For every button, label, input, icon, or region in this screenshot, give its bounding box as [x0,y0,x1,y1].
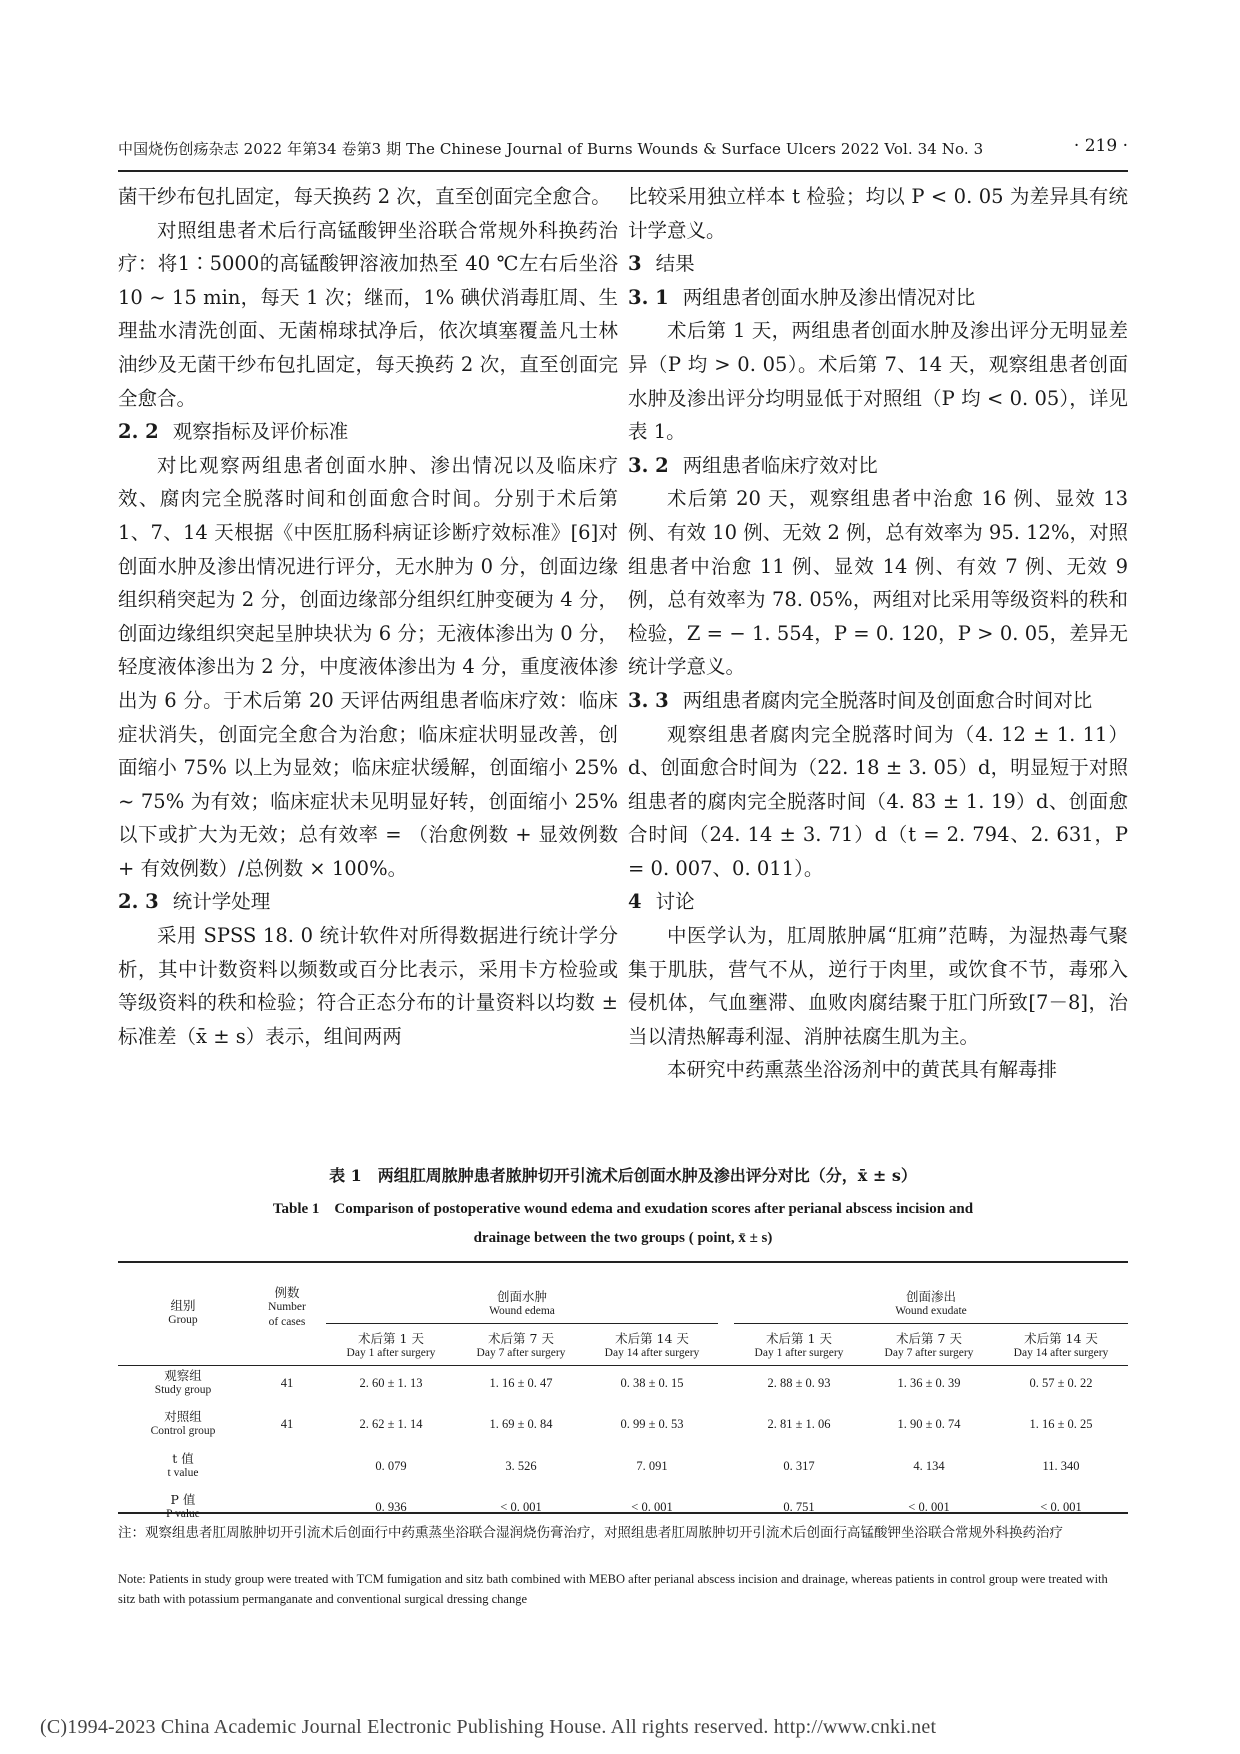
section-heading-2-2 [118,415,618,449]
paragraph: 中医学认为，肛周脓肿属“肛痈”范畴，为湿热毒气聚集于肌肤，营气不从，逆行于肉里，或饮食不节，毒邪入侵机体，气血壅滞、血败肉腐结聚于肛门所致[7－8]，治当以清热解毒利湿、消肿祛腐生肌为主。 [628,924,1128,1048]
section-title: 讨论 [655,890,695,914]
left-column [118,180,618,1053]
section-number: 2. 2 [118,420,159,444]
section-title: 两组患者临床疗效对比 [682,453,878,477]
paragraph: 术后第 1 天，两组患者创面水肿及渗出评分无明显差异（P 均 > 0. 05）。术后第 7、14 天，观察组患者创面水肿及渗出评分均明显低于对照组（P 均 < 0. 05），详见表 1。 [628,319,1128,444]
header-rule [118,170,1128,172]
journal-citation: 中国烧伤创疡杂志 2022 年第34 卷第3 期 The Chinese Journal of Burns Wounds & Surface Ulcers 2022 Vol. 34 No. 3 [118,140,984,158]
section-title: 两组患者腐肉完全脱落时间及创面愈合时间对比 [682,688,1093,712]
header-wound-edema: 创面水肿 Wound edema [489,1289,555,1317]
table-header-rule [118,1365,1128,1366]
row-label: t 值 t value [167,1451,199,1479]
section-number: 3. 3 [628,688,669,712]
table-title-cn: 表 1 两组肛周脓肿患者脓肿切开引流术后创面水肿及渗出评分对比（分，x̄ ± s） [329,1166,917,1185]
section-number: 3. 2 [628,453,669,477]
table-cell: 2. 62 ± 1. 14 [359,1417,423,1431]
header-cases: 例数 Number of cases [268,1285,306,1328]
subheader-day7: 术后第 7 天 Day 7 after surgery [884,1331,974,1359]
paragraph: 本研究中药熏蒸坐浴汤剂中的黄芪具有解毒排 [667,1058,1058,1082]
copyright-footer: (C)1994-2023 China Academic Journal Electronic Publishing House. All rights reserved. http://www.cnki.net [40,1716,937,1738]
paragraph: 菌干纱布包扎固定，每天换药 2 次，直至创面完全愈合。 [118,185,611,208]
subheader-day14: 术后第 14 天 Day 14 after surgery [1013,1331,1109,1359]
section-title: 两组患者创面水肿及渗出情况对比 [682,285,976,309]
table-cell: 1. 90 ± 0. 74 [897,1417,961,1431]
section-title: 统计学处理 [172,890,271,914]
table-cell: 0. 38 ± 0. 15 [620,1376,684,1390]
header-wound-exudate: 创面渗出 Wound exudate [895,1289,967,1317]
table-top-rule [118,1261,1128,1263]
table-cell: 0. 317 [783,1459,815,1473]
table-cell: < 0. 001 [908,1500,950,1514]
paragraph: 对比观察两组患者创面水肿、渗出情况以及临床疗效、腐肉完全脱落时间和创面愈合时间。分别于术后第 1、7、14 天根据《中医肛肠科病证诊断疗效标准》[6]对创面水肿及渗出情况进行评分，无水肿为 0 分，创面边缘组织稍突起为 2 分，创面边缘部分组织红肿变硬为 4 分，创面边缘组织突起呈肿块状为 6 分；无液体渗出为 0 分，轻度液体渗出为 2 分，中度液体渗出为 4 分，重度液体渗出为 6 分。于术后第 20 天评估两组患者临床疗效：临床症状消失，创面完全愈合为治愈；临床症状明显改善，创面缩小 75% 以上为显效；临床症状缓解，创面缩小 25% ~ 75% 为有效；临床症状未见明显好转，创面缩小 25% 以下或扩大为无效；总有效率 = （治愈例数 + 显效例数 + 有效例数）/总例数 × 100%。 [118,453,618,880]
table-cell: 0. 751 [783,1500,815,1514]
paragraph: 对照组患者术后行高锰酸钾坐浴联合常规外科换药治疗：将1∶5000的高锰酸钾溶液加热至 40 ℃左右后坐浴 10 ~ 15 min，每天 1 次；继而，1% 碘伏消毒肛周、生理盐水清洗创面、无菌棉球拭净后，依次填塞覆盖凡士林油纱及无菌干纱布包扎固定，每天换药 2 次，直至创面完全愈合。 [118,218,618,410]
table-cell: < 0. 001 [631,1500,673,1514]
table-cell: 1. 16 ± 0. 25 [1029,1417,1093,1431]
table-cell: < 0. 001 [1040,1500,1082,1514]
table-cell: 2. 60 ± 1. 13 [359,1376,423,1390]
page-number: · 219 · [1073,136,1128,156]
table-cell: 1. 36 ± 0. 39 [897,1376,961,1390]
table-cell: < 0. 001 [500,1500,542,1514]
row-cases: 41 [280,1376,294,1390]
table-cell: 0. 079 [375,1459,407,1473]
paragraph: 比较采用独立样本 t 检验；均以 P < 0. 05 为差异具有统计学意义。 [628,185,1128,242]
paragraph: 采用 SPSS 18. 0 统计软件对所得数据进行统计学分析，其中计数资料以频数或百分比表示，采用卡方检验或等级资料的秩和检验；符合正态分布的计量资料以均数 ± 标准差（x̄ ± s）表示，组间两两 [118,924,618,1048]
section-number: 2. 3 [118,890,159,914]
subheader-day7: 术后第 7 天 Day 7 after surgery [476,1331,566,1359]
row-label: P 值 P value [166,1492,200,1520]
table-cell: 3. 526 [505,1459,537,1473]
paragraph: 观察组患者腐肉完全脱落时间为（4. 12 ± 1. 11）d、创面愈合时间为（22. 18 ± 3. 05）d，明显短于对照组患者的腐肉完全脱落时间（4. 83 ± 1. 19）d、创面愈合时间（24. 14 ± 3. 71）d（t = 2. 794、2. 631，P = 0. 007、0. 011）。 [628,722,1128,880]
section-heading-3-1 [628,281,1128,315]
edema-subheader-rule [326,1323,718,1324]
section-heading-4 [628,885,1128,919]
running-header [118,138,1128,164]
table-title-en: drainage between the two groups ( point, x̄ ± s) [473,1230,773,1246]
header-group: 组别 Group [168,1298,198,1326]
section-title: 结果 [655,252,695,276]
table-cell: 0. 99 ± 0. 53 [620,1417,684,1431]
section-number: 3. 1 [628,285,669,309]
table-cell: 0. 936 [375,1500,407,1514]
section-heading-3-2 [628,449,1128,483]
subheader-day1: 术后第 1 天 Day 1 after surgery [754,1331,844,1359]
row-label: 观察组 Study group [154,1368,212,1396]
paragraph: 术后第 20 天，观察组患者中治愈 16 例、显效 13 例、有效 10 例、无效 2 例，总有效率为 95. 12%，对照组患者中治愈 11 例、显效 14 例、有效 7 例、无效 9 例，总有效率为 78. 05%，两组对比采用等级资料的秩和检验，Z = − 1. 554，P = 0. 120，P > 0. 05，差异无统计学意义。 [628,487,1128,679]
row-cases: 41 [280,1417,294,1431]
table-cell: 0. 57 ± 0. 22 [1029,1376,1093,1390]
section-number: 3 [628,252,642,276]
table-cell: 1. 16 ± 0. 47 [489,1376,553,1390]
table-cell: 11. 340 [1042,1459,1080,1473]
subheader-day1: 术后第 1 天 Day 1 after surgery [346,1331,436,1359]
section-title: 观察指标及评价标准 [172,420,349,444]
table-cell: 2. 88 ± 0. 93 [767,1376,831,1390]
section-heading-3-3 [628,684,1128,718]
table-note-en: Note: Patients in study group were treated with TCM fumigation and sitz bath combined with MEBO after perianal abscess incision and drainage, whereas patients in control group were treated with sitz bath with potassium permanganate and conventional surgical dressing change [118,1572,1108,1606]
table-cell: 1. 69 ± 0. 84 [489,1417,553,1431]
table-cell: 4. 134 [913,1459,945,1473]
table-note-cn: 注：观察组患者肛周脓肿切开引流术后创面行中药熏蒸坐浴联合湿润烧伤膏治疗，对照组患者肛周脓肿切开引流术后创面行高锰酸钾坐浴联合常规外科换药治疗 [118,1525,1063,1541]
table-cell: 2. 81 ± 1. 06 [767,1417,831,1431]
section-number: 4 [628,890,642,914]
exudate-subheader-rule [734,1323,1128,1324]
right-column [628,180,1128,1087]
section-heading-2-3 [118,885,618,919]
subheader-day14: 术后第 14 天 Day 14 after surgery [604,1331,700,1359]
row-label: 对照组 Control group [150,1409,216,1437]
table-title-en: Table 1 Comparison of postoperative wound edema and exudation scores after perianal abscess incision and [272,1201,974,1217]
table-cell: 7. 091 [636,1459,668,1473]
section-heading-3 [628,247,1128,281]
